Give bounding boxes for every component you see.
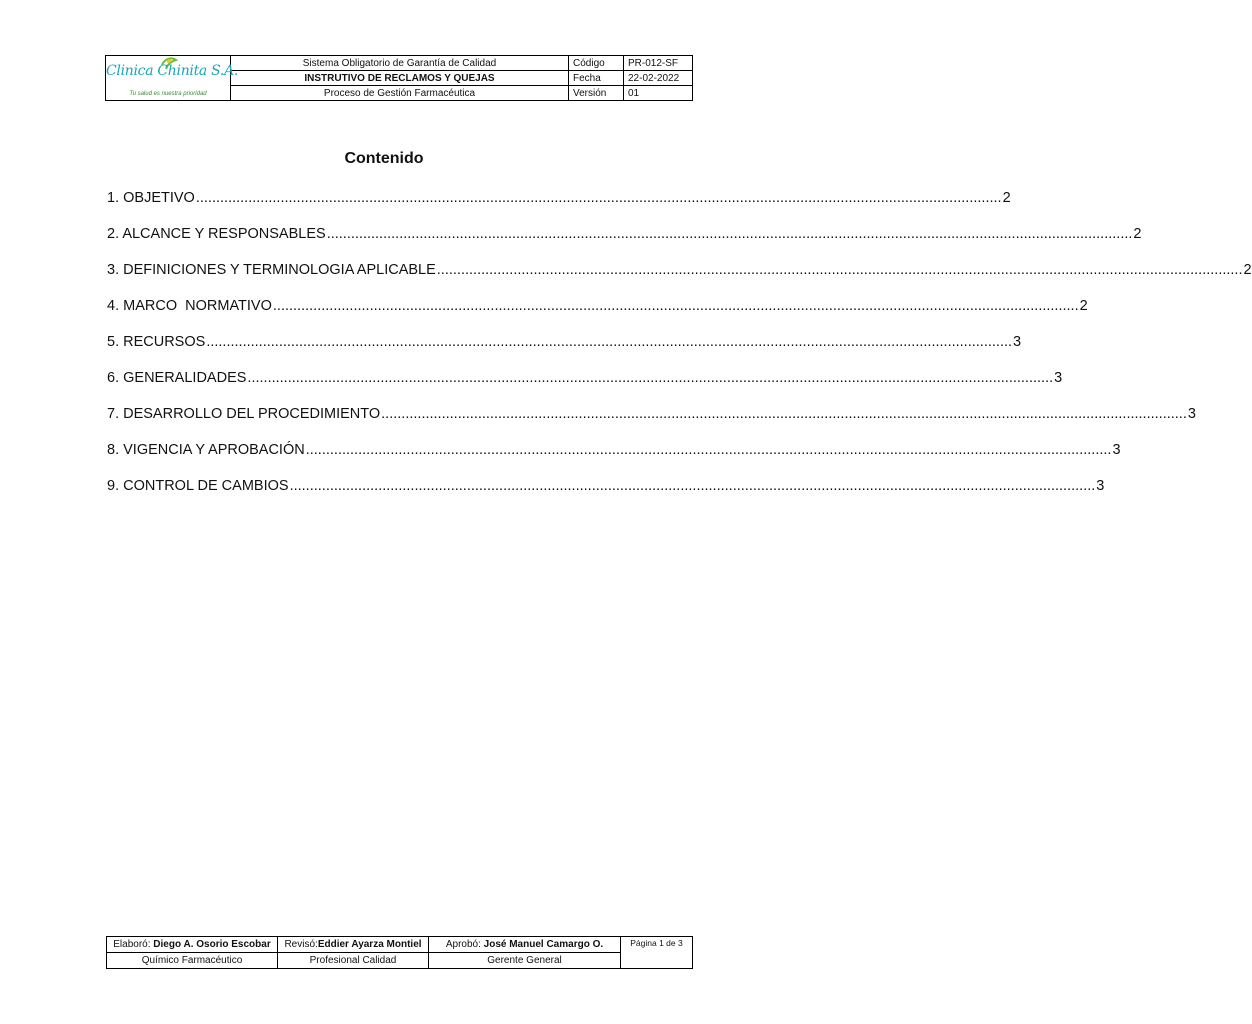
- header-date-value: 22-02-2022: [624, 71, 693, 86]
- logo-name: Clinica Chinita S.A.: [106, 63, 239, 79]
- toc-leader-dots: ........................................................................................................................................................................................................: [247, 370, 1054, 386]
- footer-reviso: [278, 937, 429, 953]
- header-system-name: Sistema Obligatorio de Garantía de Calidad: [231, 56, 569, 71]
- toc-entry-label: 1. OBJETIVO: [107, 190, 195, 206]
- toc-entry[interactable]: [107, 442, 1121, 478]
- header-version-value: 01: [624, 86, 693, 101]
- toc-entry-label: 5. RECURSOS: [107, 334, 206, 350]
- toc-entry-page: 2: [1079, 298, 1088, 314]
- footer-elaboro: [107, 937, 278, 953]
- toc-leader-dots: ........................................................................................................................................................................................................: [436, 262, 1243, 278]
- header-document-title: INSTRUTIVO DE RECLAMOS Y QUEJAS: [231, 71, 569, 86]
- toc-entry-label: 9. CONTROL DE CAMBIOS: [107, 478, 289, 494]
- toc-entry-page: 2: [1002, 190, 1011, 206]
- footer-aprobo-name: José Manuel Camargo O.: [483, 938, 604, 950]
- toc-title: Contenido: [344, 150, 424, 167]
- toc-entry-label: 8. VIGENCIA Y APROBACIÓN: [107, 442, 305, 458]
- toc-entry-label: 7. DESARROLLO DEL PROCEDIMIENTO: [107, 406, 381, 422]
- footer-reviso-name: Eddier Ayarza Montiel: [317, 938, 422, 950]
- footer-elaboro-role: Químico Farmacéutico: [107, 953, 278, 969]
- toc-leader-dots: ........................................................................................................................................................................................................: [381, 406, 1187, 422]
- footer-aprobo-prefix: Aprobó:: [445, 938, 484, 950]
- toc-entry[interactable]: [107, 334, 1022, 370]
- toc-entry[interactable]: [107, 226, 1142, 262]
- toc-entry-page: 3: [1054, 370, 1063, 386]
- toc-entry-label: 3. DEFINICIONES Y TERMINOLOGIA APLICABLE: [107, 262, 436, 278]
- toc-entry[interactable]: [107, 370, 1063, 406]
- toc-leader-dots: ........................................................................................................................................................................................................: [206, 334, 1013, 350]
- header-code-label: Código: [569, 56, 624, 71]
- toc-entry-page: 2: [1243, 262, 1252, 278]
- toc-leader-dots: ........................................................................................................................................................................................................: [305, 442, 1112, 458]
- toc-leader-dots: ........................................................................................................................................................................................................: [326, 226, 1133, 242]
- toc-entry-label: 6. GENERALIDADES: [107, 370, 247, 386]
- company-logo: [106, 56, 239, 100]
- toc-entry-page: 3: [1096, 478, 1105, 494]
- footer-reviso-prefix: Revisó:: [284, 938, 318, 950]
- toc-entry-page: 3: [1187, 406, 1196, 422]
- footer-aprobo: [429, 937, 621, 953]
- toc-entry[interactable]: [107, 262, 1252, 298]
- footer-reviso-role: Profesional Calidad: [278, 953, 429, 969]
- toc-entry[interactable]: [107, 190, 1011, 226]
- table-of-contents: [107, 190, 1252, 514]
- logo-slogan: Tu salud es nuestra prioridad: [129, 91, 207, 97]
- footer-elaboro-name: Diego A. Osorio Escobar: [153, 938, 271, 950]
- toc-entry[interactable]: [107, 478, 1105, 514]
- toc-entry[interactable]: [107, 406, 1196, 442]
- footer-aprobo-role: Gerente General: [429, 953, 621, 969]
- toc-entry[interactable]: [107, 298, 1088, 334]
- approval-footer-table: [106, 936, 693, 969]
- toc-leader-dots: ........................................................................................................................................................................................................: [195, 190, 1002, 206]
- header-process-name: Proceso de Gestión Farmacéutica: [231, 86, 569, 101]
- footer-elaboro-prefix: Elaboró:: [113, 938, 154, 950]
- header-code-value: PR-012-SF: [624, 56, 693, 71]
- footer-page-number: Página 1 de 3: [621, 937, 693, 969]
- toc-leader-dots: ........................................................................................................................................................................................................: [289, 478, 1096, 494]
- toc-entry-label: 2. ALCANCE Y RESPONSABLES: [107, 226, 326, 242]
- toc-leader-dots: ........................................................................................................................................................................................................: [272, 298, 1079, 314]
- toc-entry-page: 2: [1133, 226, 1142, 242]
- header-date-label: Fecha: [569, 71, 624, 86]
- document-header-table: [105, 55, 693, 101]
- logo-cell: [106, 56, 239, 101]
- header-version-label: Versión: [569, 86, 624, 101]
- toc-entry-label: 4. MARCO NORMATIVO: [107, 298, 272, 314]
- toc-entry-page: 3: [1112, 442, 1121, 458]
- toc-entry-page: 3: [1013, 334, 1022, 350]
